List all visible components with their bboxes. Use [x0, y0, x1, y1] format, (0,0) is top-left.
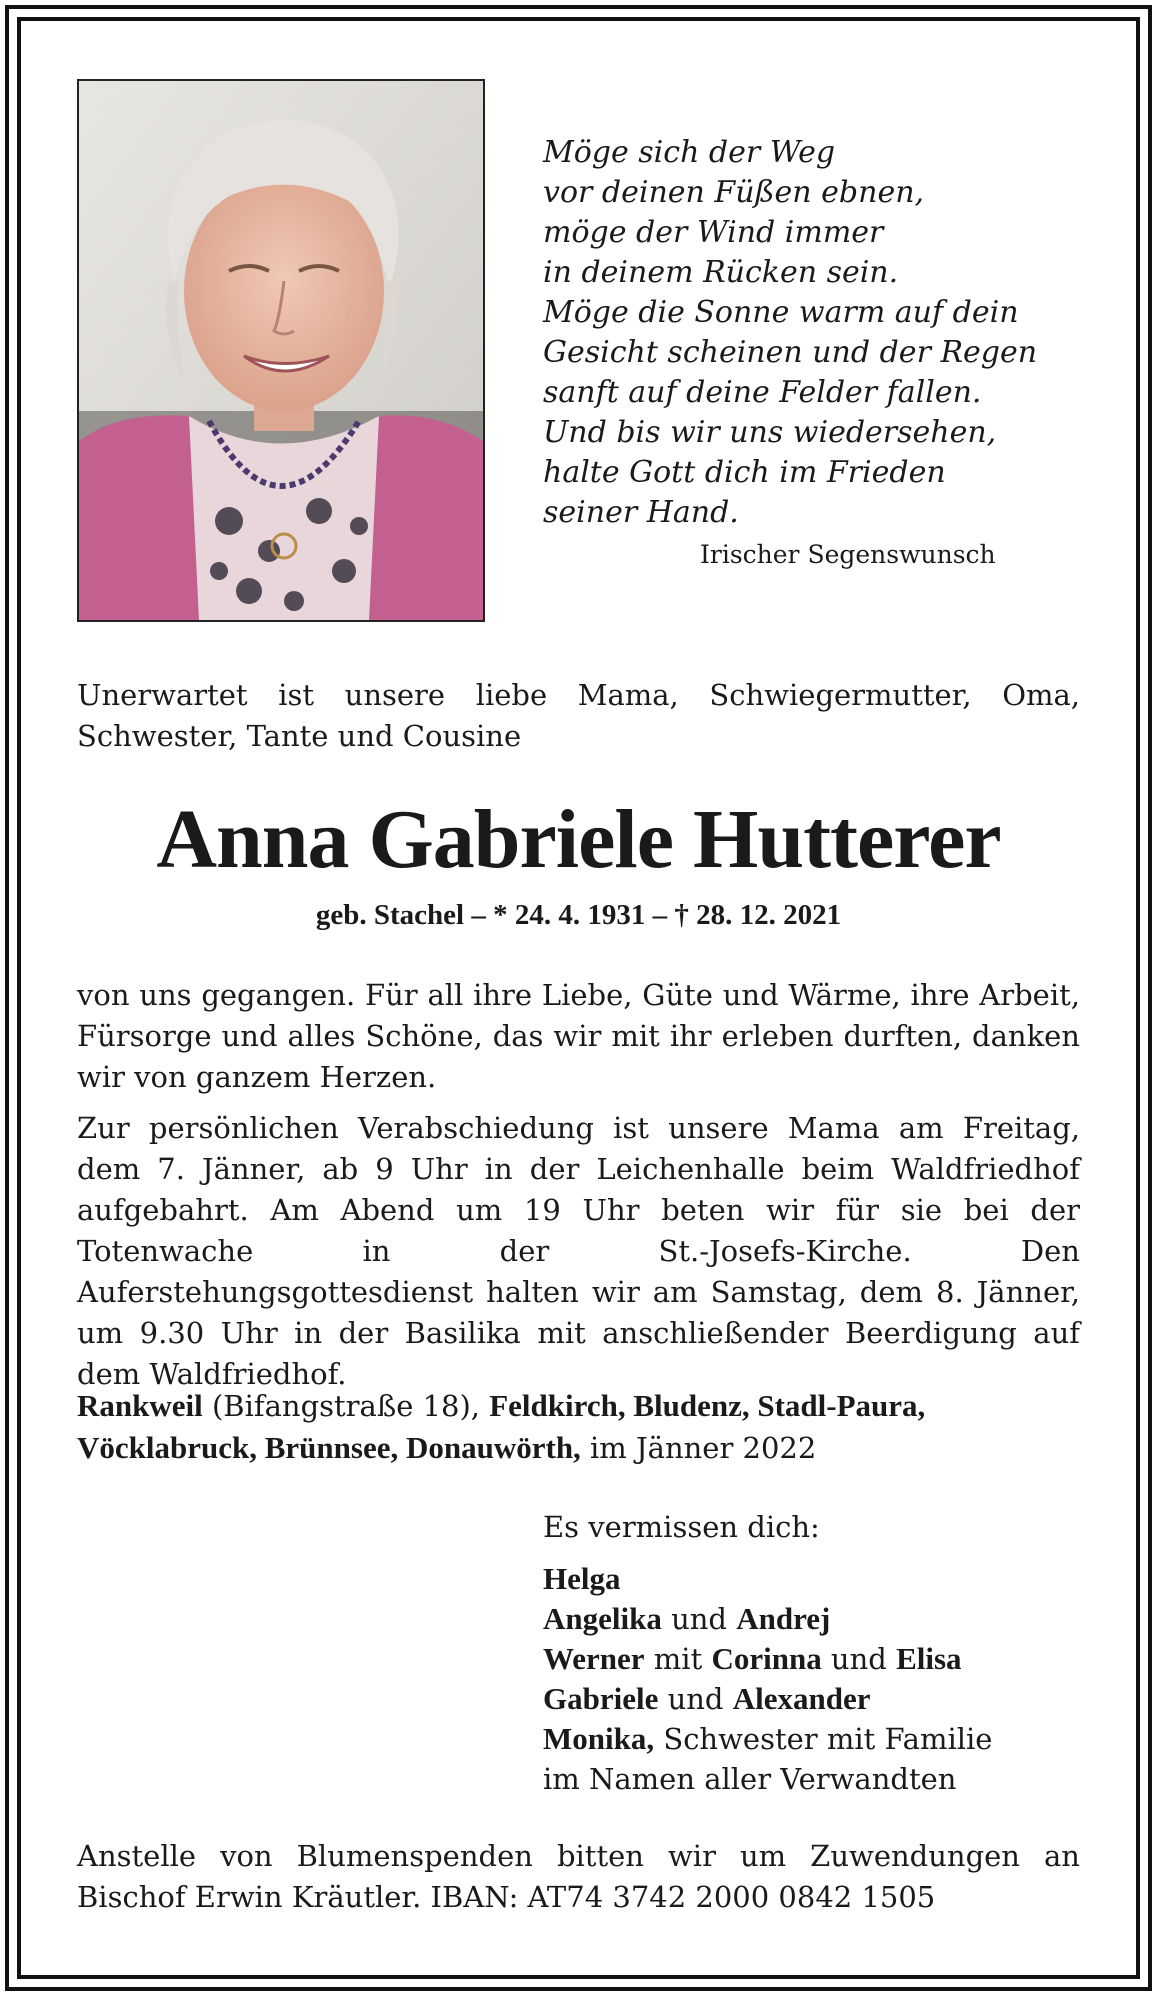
body-paragraph-1: von uns gegangen. Für all ihre Liebe, Güte und Wärme, ihre Arbeit, Fürsorge und alles Schöne, das wir mit ihr erleben durften, danken wir von ganzem Herzen. — [77, 978, 1080, 1094]
conjunction: und — [821, 1642, 897, 1676]
body-paragraph-2: Zur persönlichen Verabschiedung ist unsere Mama am Freitag, dem 7. Jänner, ab 9 Uhr in der Leichenhalle beim Waldfriedhof aufgebahrt. Am Abend um 19 Uhr beten wir für sie bei der Totenwache in der St.-Josefs-Kirche. Den Auferstehungsgottesdienst halten wir am Samstag, dem 8. Jänner, um 9.30 Uhr in der Basilika mit anschließender Beerdigung auf dem Waldfriedhof. — [77, 1111, 1080, 1391]
mourner-elisa: Elisa — [896, 1641, 962, 1676]
poem-line: vor deinen Füßen ebnen, — [543, 175, 925, 210]
poem — [543, 133, 1043, 533]
mourner-angelika: Angelika — [543, 1601, 662, 1636]
life-dates: geb. Stachel – * 24. 4. 1931 – † 28. 12. 2021 — [315, 899, 842, 931]
poem-line: seiner Hand. — [543, 495, 739, 530]
conjunction: mit — [644, 1642, 712, 1676]
poem-line: Und bis wir uns wiedersehen, — [543, 415, 997, 450]
mourner-row — [543, 1679, 1103, 1719]
place-address: (Bifangstraße 18), — [202, 1389, 490, 1423]
mourner-corinna: Corinna — [711, 1641, 822, 1676]
mourner-gabriele: Gabriele — [543, 1681, 659, 1716]
mourner-row — [543, 1559, 1103, 1599]
mourner-alexander: Alexander — [732, 1681, 871, 1716]
mourner-andrej: Andrej — [736, 1601, 831, 1636]
poem-line: Möge die Sonne warm auf dein — [543, 295, 1019, 330]
mourner-row — [543, 1719, 1103, 1759]
conjunction: und — [661, 1602, 737, 1636]
place-date: im Jänner 2022 — [580, 1431, 817, 1465]
mourners-block — [543, 1507, 1103, 1799]
place-others: Feldkirch, Bludenz, Stadl-Paura, Vöcklabruck, Brünnsee, Donauwörth, — [77, 1388, 926, 1465]
mourner-monika: Monika, — [543, 1721, 655, 1756]
conjunction: und — [658, 1682, 733, 1716]
portrait-illustration — [79, 81, 483, 620]
mourner-werner: Werner — [543, 1641, 645, 1676]
mourner-row — [543, 1639, 1103, 1679]
mourner-monika-rest: Schwester mit Familie — [654, 1722, 993, 1756]
mourner-helga: Helga — [543, 1561, 621, 1596]
portrait-photo — [77, 79, 485, 622]
places-line — [77, 1385, 1087, 1469]
donation-note: Anstelle von Blumenspenden bitten wir um Zuwendungen an Bischof Erwin Kräutler. IBAN: AT74 3742 2000 0842 1505 — [77, 1839, 1080, 1914]
poem-line: möge der Wind immer — [543, 215, 884, 250]
intro-text: Unerwartet ist unsere liebe Mama, Schwiegermutter, Oma, Schwester, Tante und Cousine — [77, 678, 1080, 753]
poem-line: in deinem Rücken sein. — [543, 255, 899, 290]
poem-source: Irischer Segenswunsch — [700, 540, 996, 569]
deceased-name: Anna Gabriele Hutterer — [156, 793, 1001, 886]
place-rankweil: Rankweil — [77, 1388, 203, 1423]
mourner-relatives: im Namen aller Verwandten — [543, 1762, 957, 1796]
mourner-row — [543, 1599, 1103, 1639]
mourners-heading: Es vermissen dich: — [543, 1510, 820, 1544]
poem-line: Gesicht scheinen und der Regen — [543, 335, 1038, 370]
poem-line: sanft auf deine Felder fallen. — [543, 375, 982, 410]
poem-line: halte Gott dich im Frieden — [543, 455, 946, 490]
poem-line: Möge sich der Weg — [543, 135, 836, 170]
